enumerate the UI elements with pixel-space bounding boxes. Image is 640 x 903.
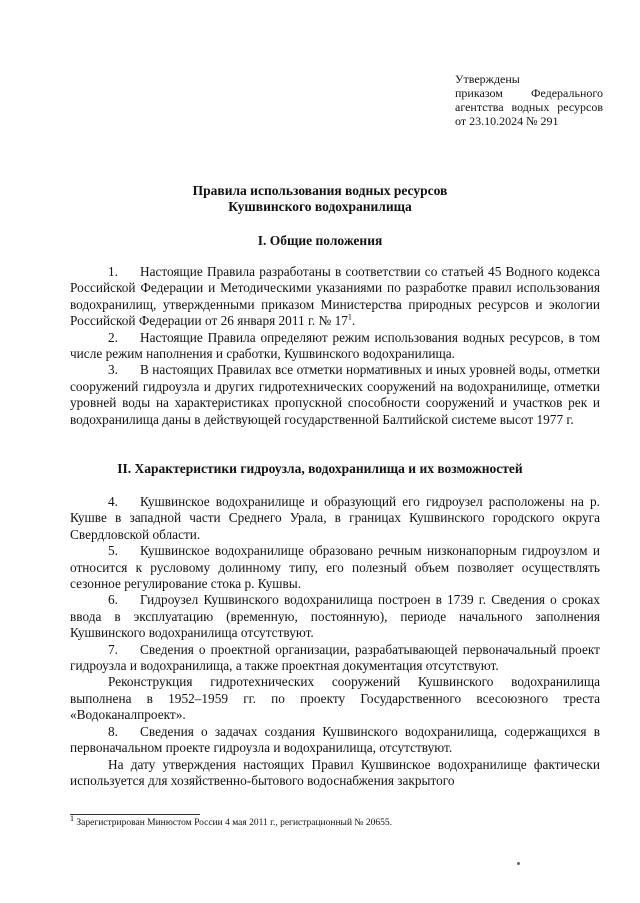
paragraph-8	[70, 724, 600, 757]
paragraph-7	[70, 642, 600, 675]
scan-speck	[517, 862, 520, 865]
footnote-mark: 1	[70, 813, 74, 823]
paragraph-text: Настоящие Правила разработаны в соответствии со статьей 45 Водного кодекса Российской Федерации и Методическими указаниями по разработке правил использования водохранилищ, утвержденными приказом Министерства природных ресурсов и экологии Российской Федерации от 26 января 2011 г. № 17	[70, 264, 600, 329]
title-line-2: Кушвинского водохранилища	[228, 199, 412, 214]
approval-line-1: Утверждены	[455, 72, 520, 86]
paragraph-number: 6.	[108, 592, 118, 608]
paragraph-5	[70, 543, 600, 592]
paragraph-text: Сведения о задачах создания Кушвинского водохранилища, содержащихся в первоначальном проекте гидроузла и водохранилища, отсутствуют.	[70, 723, 600, 756]
footnote	[70, 813, 610, 829]
paragraph-text: На дату утверждения настоящих Правил Кушвинское водохранилище фактически используется для хозяйственно-бытового водоснабжения закрытого	[70, 756, 600, 788]
paragraph-number: 2.	[108, 329, 118, 345]
paragraph-tail: .	[351, 313, 356, 329]
approval-line-3: агентства водных ресурсов	[455, 100, 603, 114]
paragraph-text: Сведения о проектной организации, разрабатывающей первоначальный проект гидроузла и водохранилища, а также проектная документация отсутствуют.	[70, 641, 600, 674]
paragraph-number: 3.	[108, 362, 118, 378]
paragraph-2	[70, 330, 600, 363]
paragraph-3	[70, 362, 600, 428]
document-title	[0, 183, 640, 215]
paragraph-6	[70, 592, 600, 641]
section-2-body	[70, 494, 600, 789]
footnote-text: Зарегистрирован Минюстом России 4 мая 2011 г., регистрационный № 20655.	[74, 818, 392, 828]
paragraph-text: Кушвинское водохранилище образовано речным низконапорным гидроузлом и относится к русловому долинному типу, его полезный объем позволяет осуществлять сезонное регулирование стока р. Кушвы.	[70, 543, 600, 592]
approval-line-4: от 23.10.2024 № 291	[455, 114, 559, 128]
paragraph-number: 4.	[108, 494, 118, 509]
paragraph-text: Настоящие Правила определяют режим использования водных ресурсов, в том числе режим наполнения и сработки, Кушвинского водохранилища.	[70, 329, 600, 362]
paragraph-text: Кушвинское водохранилище и образующий его гидроузел расположены на р. Кушве в западной части Среднего Урала, в границах Кушвинского городского округа Свердловской области.	[70, 494, 600, 542]
paragraph-text: Гидроузел Кушвинского водохранилища построен в 1739 г. Сведения о сроках ввода в эксплуатацию (временную, постоянную), периоде начального заполнения Кушвинского водохранилища отсутствуют.	[70, 592, 600, 641]
paragraph-text: Реконструкция гидротехнических сооружений Кушвинского водохранилища выполнена в 1952–1959 гг. по проекту Государственного всесоюзного треста «Водоканалпроект».	[70, 674, 600, 723]
approval-stamp	[455, 72, 603, 128]
footnote-reference: 1	[347, 312, 352, 322]
paragraph-number: 8.	[108, 723, 118, 739]
paragraph-number: 1.	[108, 264, 118, 279]
title-line-1: Правила использования водных ресурсов	[192, 183, 448, 198]
approval-line-2: приказом Федерального	[455, 86, 603, 100]
paragraph-number: 5.	[108, 543, 118, 559]
section-1-body	[70, 264, 600, 428]
section-1-heading: I. Общие положения	[257, 233, 383, 248]
paragraph-1	[70, 264, 600, 330]
paragraph-7-continued	[70, 674, 600, 723]
footnote-separator	[70, 814, 200, 815]
paragraph-4	[70, 494, 600, 543]
paragraph-number: 7.	[108, 641, 118, 657]
paragraph-text: В настоящих Правилах все отметки нормативных и иных уровней воды, отметки сооружений гидроузла и других гидротехнических сооружений на водохранилище, отметки уровней воды на характеристиках пропускной способности сооружений и участков рек и водохранилища даны в действующей государственной Балтийской системе высот 1977 г.	[70, 362, 600, 427]
paragraph-8-continued	[70, 757, 600, 790]
section-2-heading: II. Характеристики гидроузла, водохранилища и их возможностей	[117, 461, 523, 476]
